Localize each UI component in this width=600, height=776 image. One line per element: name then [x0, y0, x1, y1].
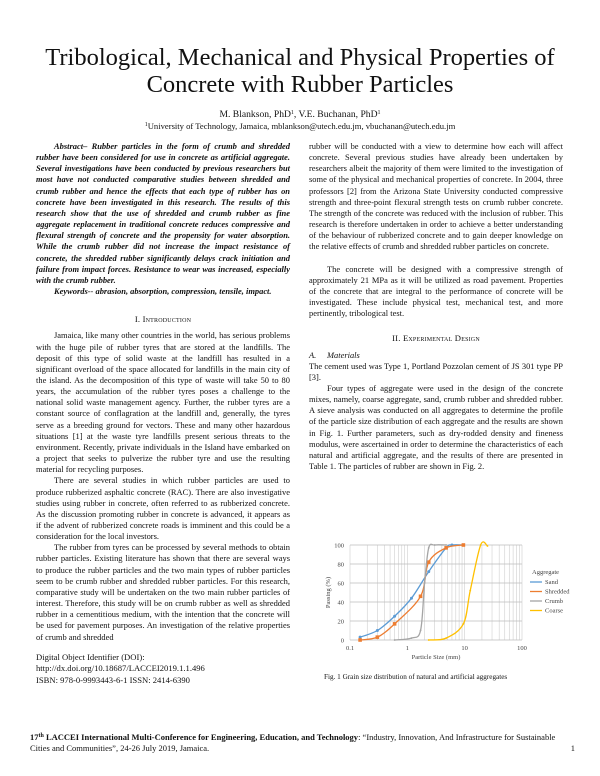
- data-point-coarse: [462, 623, 464, 625]
- data-point-coarse: [428, 639, 430, 641]
- x-tick-label: 100: [517, 645, 527, 652]
- page-footer: [30, 732, 575, 754]
- y-tick-label: 40: [337, 599, 344, 607]
- data-point-crumb: [445, 544, 447, 546]
- data-point-shredded: [444, 546, 448, 550]
- right-column: [309, 141, 563, 472]
- data-point-sand: [376, 629, 379, 632]
- x-tick-label: 1: [405, 645, 409, 652]
- data-point-crumb: [394, 639, 396, 641]
- x-axis-label: Particle Size (mm): [411, 654, 461, 661]
- conf-title: LACCEI International Multi-Conference for Engineering, Education, and Technology: [43, 732, 359, 742]
- doi-link[interactable]: http://dx.doi.org/10.18687/LACCEI2019.1.1.496: [36, 663, 205, 674]
- data-point-coarse: [469, 590, 471, 592]
- paragraph: The rubber from tyres can be processed by several methods to obtain rubber particles. Existing literature has shown that there are several ways to produce the rubber particles and the two main types of rubber particles seem to be crumb rubber and shredded rubber particles. For this research, comparative study will be undertaken on the two main rubber particles of interest. Therefore, this study will be on crumb rubber as well as shredded rubber in a cementitious medium, with the intention that the concrete will be used for pavement purposes. An investigation of the relative properties of crumb and shredded: [36, 542, 290, 642]
- authors: [0, 109, 600, 120]
- data-point-shredded: [427, 560, 431, 564]
- paragraph: rubber will be conducted with a view to determine how each will affect concrete. Several previous studies have already been undertaken by researchers albeit the majority of them were limited to the investigation of some of the physical and mechanical properties of concrete. In 2004, three professors [2] from the Arizona State University conducted compressive strength and three-point flexural strength tests on crumb rubber concrete. The strength of the concrete was reduced with the inclusion of rubber. This research is therefore undertaken in order to achieve a better understanding of the behaviour of rubberized concrete and to gain deeper knowledge on the relative effects of crumb and shredded rubber particles on concrete.: [309, 141, 563, 252]
- conference-details: : “Industry, Innovation, And Infrastructure for Sustainable Cities and Communities”, 24-26 July 2019, Jamaica.: [30, 732, 556, 753]
- legend-label-shredded: Shredded: [545, 588, 570, 596]
- y-tick-label: 100: [334, 542, 344, 550]
- isbn-issn: ISBN: 978-0-9993443-6-1 ISSN: 2414-6390: [36, 674, 190, 685]
- left-column: [36, 141, 290, 687]
- legend-title: Aggregate: [532, 569, 560, 576]
- data-point-coarse: [480, 544, 482, 546]
- doi-block: [36, 652, 290, 687]
- series-line-sand: [360, 545, 463, 637]
- x-tick-label: 10: [461, 645, 468, 652]
- paper-title: [0, 44, 600, 98]
- legend-label-crumb: Crumb: [545, 598, 564, 605]
- series-line-coarse: [429, 542, 488, 640]
- keywords: Keywords-- abrasion, absorption, compression, tensile, impact.: [54, 286, 272, 297]
- affil-mark: 1: [144, 122, 148, 128]
- page-number: 1: [570, 743, 575, 753]
- data-point-sand: [427, 570, 430, 573]
- x-tick-label: 0.1: [345, 645, 355, 652]
- data-point-coarse: [487, 545, 489, 547]
- data-point-sand: [393, 615, 396, 618]
- conf-ordinal: 17: [30, 732, 39, 742]
- series-line-shredded: [360, 545, 463, 640]
- data-point-crumb: [424, 582, 426, 584]
- author-1-affil-mark: 1: [290, 110, 294, 116]
- data-point-crumb: [428, 547, 430, 549]
- conf-ordinal-suffix: th: [38, 733, 44, 739]
- legend-label-coarse: Coarse: [545, 607, 564, 615]
- abstract: Abstract– Rubber particles in the form of crumb and shredded rubber have been considered for use in concrete as artificial aggregate. Several investigations have been conducted by previous researchers but most have not conducted comparative studies between shredded and crumb rubber and hence the effects that each type of rubber has on concrete have been investigated in this research. The results of this research show that the use of shredded and crumb rubber as fine aggregate replacement in traditional concrete reduces compressive and flexural strength of concrete and the propensity for water absorption. While the crumb rubber did not increase the impact resistance of concrete, the shredded rubber significantly delays crack initiation and failure from impact forces. Resistance to wear was increased, especially with the crumb rubber.: [36, 141, 290, 285]
- data-point-crumb: [411, 637, 413, 639]
- y-tick-label: 80: [337, 561, 344, 569]
- title-line-2: Concrete with Rubber Particles: [146, 71, 454, 98]
- paragraph: The cement used was Type 1, Portland Pozzolan cement of JS 301 type PP [3].: [309, 360, 563, 382]
- data-point-shredded: [419, 595, 423, 599]
- y-axis-label: Passing (%): [325, 576, 332, 609]
- subsection-title: Materials: [327, 349, 360, 360]
- data-point-shredded: [376, 635, 380, 639]
- data-point-crumb: [434, 544, 436, 546]
- grain-size-chart: [312, 536, 582, 666]
- paragraph: There are several studies in which rubber particles are used to produce rubberized asphaltic concrete (RAC). There are also investigative studies using rubber in concrete, often referred to as rubberized concrete. As the discussion promoting rubber in concrete is advanced, it appears as if the advent of rubberized concrete roads is imminent and this could be a consideration for the local investors.: [36, 475, 290, 542]
- conference-name: [30, 732, 358, 742]
- paragraph: Four types of aggregate were used in the design of the concrete mixes, namely, coarse aggregate, sand, crumb rubber and shredded rubber. A sieve analysis was conducted on all aggregates to determine the profile of the particle size distribution of each aggregate and the results are shown in Fig. 1. Further parameters, such as dry-rodded density and fineness modulus, were ascertained in order to determine the characteristics of each natural and artificial aggregate, and the results of there are presented in Table 1. The particles of rubber are shown in Fig. 2.: [309, 382, 563, 472]
- data-point-sand: [410, 597, 413, 600]
- paragraph: Jamaica, like many other countries in the world, has serious problems with the huge pile of rubber tyres that are stored at the landfills. The deposit of this type of solid waste at the landfill has resulted in a significant overload of the space allocated for landfills in the main city of the island. As the decomposition of this type of waste will take 50 to 80 years, the accumulation of the rubber tyres poses a challenge to the national solid waste management agency. Further, the rubber tyres are a constant source of conflagration at the landfill and, generally, the tyres serve as a breeding ground for vectors. These and many other hazardous situations [1] at the waste tyre landfills present serious threats to the environment. Recently, private individuals in the Island have embarked on a project that seeks to pulverize the rubber tyre and use the resulting material for recycling purposes.: [36, 330, 290, 475]
- y-tick-label: 20: [337, 618, 344, 626]
- author-2: V.E. Buchanan, PhD: [298, 109, 378, 120]
- data-point-shredded: [358, 638, 362, 642]
- affiliation-text: University of Technology, Jamaica, mblankson@utech.edu.jm, vbuchanan@utech.edu.jm: [147, 121, 456, 131]
- author-separator: ,: [293, 109, 299, 120]
- legend-label-sand: Sand: [545, 579, 558, 586]
- data-point-crumb: [420, 630, 422, 632]
- author-1: M. Blankson, PhD: [219, 109, 291, 120]
- figure-caption: Fig. 1 Grain size distribution of natural and artificial aggregates: [324, 673, 508, 681]
- y-tick-label: 0: [340, 637, 344, 645]
- subsection-number: A.: [309, 349, 317, 360]
- data-point-shredded: [393, 622, 397, 626]
- title-line-1: Tribological, Mechanical and Physical Properties of: [45, 44, 555, 71]
- doi-label: Digital Object Identifier (DOI):: [36, 651, 145, 662]
- affiliation: [0, 121, 600, 132]
- y-tick-label: 60: [337, 580, 344, 588]
- paragraph: The concrete will be designed with a compressive strength of approximately 21 MPa as it will be utilized as road pavement. Properties of the concrete that are integral to the performance of concrete will be investigated. These include physical test, mechanical test, and more pertinently, tribological test.: [309, 263, 563, 319]
- data-point-coarse: [445, 637, 447, 639]
- subsection-heading-materials: [309, 350, 563, 361]
- author-2-affil-mark: 1: [377, 110, 381, 116]
- data-point-shredded: [462, 543, 466, 547]
- section-heading-introduction: I. Introduction: [134, 314, 192, 325]
- section-heading-experimental-design: II. Experimental Design: [392, 333, 480, 344]
